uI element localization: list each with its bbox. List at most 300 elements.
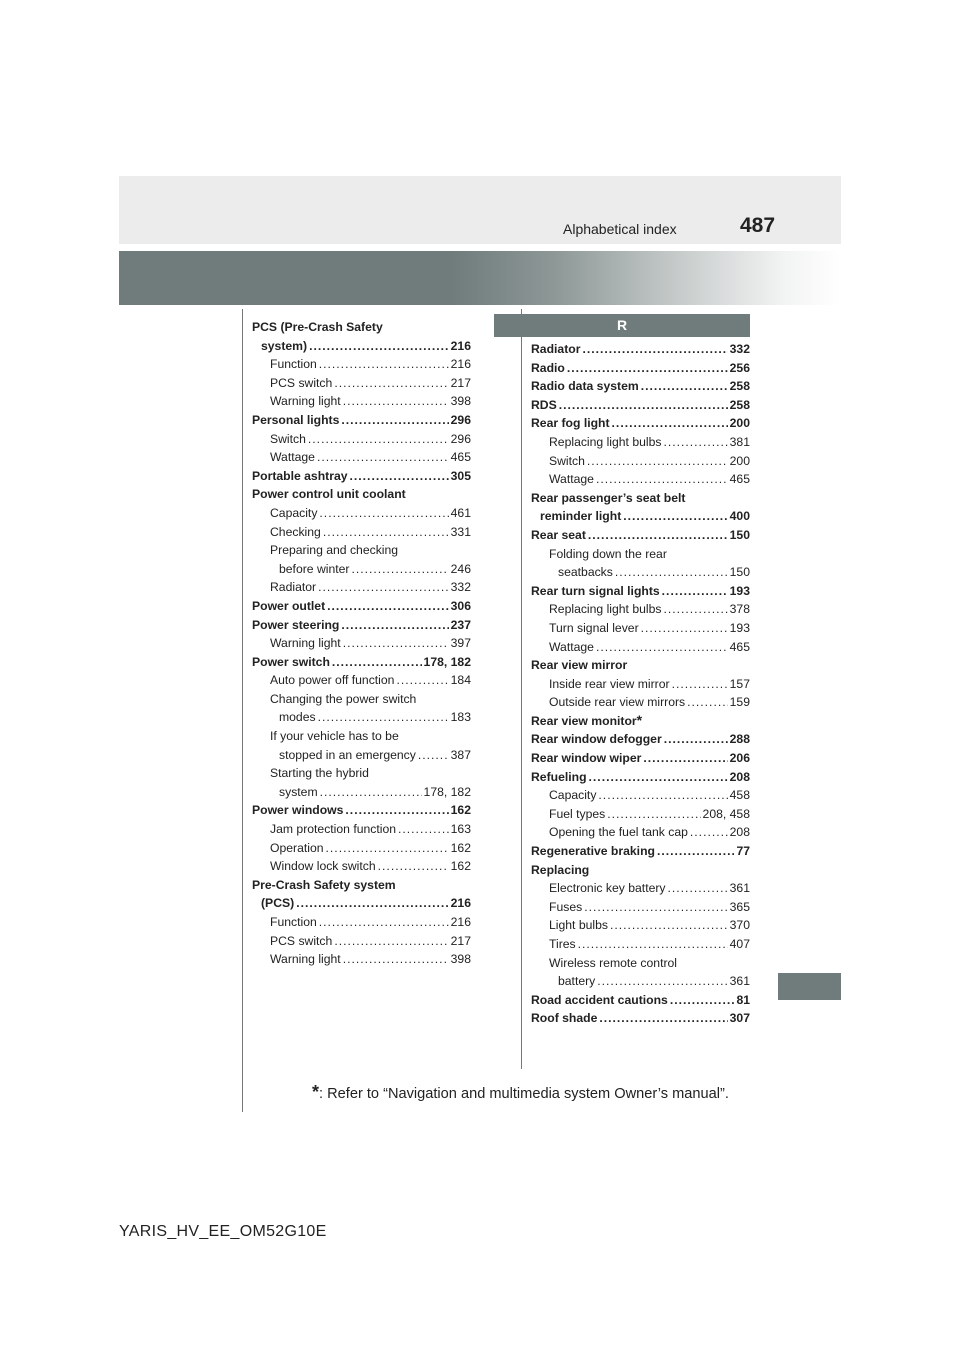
index-entry-text: Turn signal lever [549,620,639,635]
index-entry-page: 162 [450,840,471,855]
index-entry-text: Rear view mirror [531,658,628,673]
index-entry-page: 397 [450,636,471,651]
dot-leader [341,411,448,430]
index-entry [531,861,750,880]
index-entry-text: Warning light [270,636,341,651]
index-entry [252,597,471,616]
index-entry-text: If your vehicle has to be [270,729,399,744]
index-entry-line [270,541,471,560]
index-entry-text: Fuses [549,899,583,914]
index-entry-line [252,801,471,820]
index-entry-line [549,563,750,582]
index-entry-line [270,578,471,597]
index-entry-text: Starting the hybrid [270,766,369,781]
index-entry-line [549,823,750,842]
index-entry-line [252,616,471,635]
index-entry-page: 387 [450,747,471,762]
index-entry-line [270,857,471,876]
index-entry-page: 400 [729,509,750,524]
index-entry-page: 378 [729,602,750,617]
index-entry-text: Folding down the rear [549,546,667,561]
dot-leader [319,913,449,932]
index-entry-line [270,746,471,765]
index-entry-page: 361 [729,974,750,989]
index-entry [252,448,471,467]
section-letter-tab: R [494,314,750,337]
index-entry-text: Rear seat [531,527,586,542]
index-entry-line [549,898,750,917]
index-entry-line [531,749,750,768]
index-entry-line [531,359,750,378]
index-entry-line [252,876,471,895]
index-entry-text: Opening the fuel tank cap [549,825,688,840]
dot-leader [334,932,448,951]
dot-leader [672,675,728,694]
index-entry-line [270,430,471,449]
index-entry [531,898,750,917]
index-entry-page: 162 [450,859,471,874]
index-entry-page: 306 [450,598,471,613]
index-entry-line [531,730,750,749]
footnote-text: : Refer to “Navigation and multimedia system Owner’s manual”. [319,1086,729,1102]
index-entry-text: Switch [270,431,306,446]
index-entry-page: 150 [729,527,750,542]
index-entry-page: 193 [729,583,750,598]
dot-leader [351,560,448,579]
dot-leader [343,392,449,411]
dot-leader [615,563,728,582]
index-entry [531,414,750,433]
index-entry [252,764,471,801]
index-entry [252,374,471,393]
index-entry-line [549,675,750,694]
index-entry-line [270,671,471,690]
index-entry-page: 296 [450,412,471,427]
index-entry-text: Window lock switch [270,859,376,874]
index-entry [531,489,750,526]
index-entry-line [252,467,471,486]
index-column-right [531,340,750,1028]
index-entry-text: PCS switch [270,375,333,390]
index-entry-text: Refueling [531,769,587,784]
index-entry-line [549,954,750,973]
document-code: YARIS_HV_EE_OM52G10E [119,1223,327,1240]
index-entry [531,619,750,638]
index-entry-line [549,916,750,935]
dot-leader [317,448,449,467]
dot-leader [318,708,449,727]
index-column-left [252,318,471,969]
decorative-gradient-band [119,251,841,305]
index-entry-text: Rear fog light [531,416,610,431]
index-entry-line [270,355,471,374]
dot-leader [612,414,728,433]
dot-leader [687,693,728,712]
index-entry-text: Rear turn signal lights [531,583,660,598]
index-entry-line [531,656,750,675]
index-entry-text: battery [558,974,596,989]
index-entry [252,467,471,486]
index-entry-line [531,396,750,415]
index-entry-page: 183 [450,710,471,725]
dot-leader [623,507,727,526]
dot-leader [597,972,727,991]
index-entry [531,954,750,991]
dot-leader [308,430,449,449]
index-entry-page: 258 [729,379,750,394]
dot-leader [326,839,449,858]
index-entry-page: 370 [729,918,750,933]
index-entry-text: Personal lights [252,412,340,427]
dot-leader [599,1009,727,1028]
index-entry-page: 216 [450,915,471,929]
index-entry [531,470,750,489]
index-entry [531,805,750,824]
index-entry [531,340,750,359]
index-entry-line [531,991,750,1010]
index-entry-line [270,690,471,709]
index-entry [531,377,750,396]
index-entry-page: 208 [729,769,750,784]
index-entry-text: system [279,784,318,799]
index-entry-text: Pre-Crash Safety system [252,877,396,892]
index-entry-line [270,634,471,653]
index-entry [531,526,750,545]
index-entry-page: 208 [729,825,750,840]
dot-leader [319,504,448,523]
index-entry-page: 407 [729,937,750,951]
index-entry-line [252,894,471,913]
index-entry-line [252,597,471,616]
dot-leader [596,638,728,657]
dot-leader [398,820,449,839]
index-entry-page: 331 [450,524,471,539]
index-entry-text: Switch [549,453,585,468]
footnote [312,1082,729,1103]
column-divider-left [242,309,243,1112]
index-entry-page: 150 [729,565,750,580]
index-entry [531,656,750,675]
index-entry-page: 365 [729,899,750,914]
index-entry-text: system) [261,338,308,353]
dot-leader [396,671,448,690]
index-entry-text: Warning light [270,394,341,409]
dot-leader [320,783,422,802]
index-entry [531,1009,750,1028]
index-entry-line [549,879,750,898]
dot-leader [663,600,727,619]
index-entry-line [270,708,471,727]
index-entry [531,730,750,749]
index-entry-line [531,340,750,359]
index-entry-text: (PCS) [261,896,295,911]
index-entry-line [549,935,750,954]
index-entry-line [270,504,471,523]
index-entry-text: Outside rear view mirrors [549,695,686,710]
index-entry-text: Warning light [270,952,341,967]
index-entry-page: 178, 182 [423,784,471,799]
index-entry-page: 458 [729,788,750,803]
index-entry-line [531,414,750,433]
index-entry [252,913,471,932]
index-entry [531,991,750,1010]
index-entry-line [252,411,471,430]
index-entry-line [252,653,471,672]
index-entry-text: Changing the power switch [270,691,417,706]
index-entry-text: Preparing and checking [270,543,399,558]
index-entry-text: Replacing light bulbs [549,434,662,449]
index-entry-page: 465 [450,450,471,465]
column-divider-middle [521,309,522,1069]
index-entry-text: Radiator [270,580,317,595]
index-entry-text: Electronic key battery [549,881,666,896]
dot-leader [309,337,449,356]
index-entry-text: Wireless remote control [549,955,678,970]
index-entry-text: modes [279,710,316,725]
index-entry [252,485,471,504]
index-entry-text: Road accident cautions [531,992,668,1007]
index-entry-line [270,839,471,858]
index-entry-text: Operation [270,840,324,855]
index-entry [252,634,471,653]
index-entry [531,879,750,898]
index-entry [252,541,471,578]
index-entry [531,452,750,471]
footnote-asterisk: * [312,1082,320,1102]
dot-leader [663,433,727,452]
index-entry-page: 216 [450,338,471,353]
index-entry-line [531,1009,750,1028]
index-entry-text: Tires [549,937,576,951]
index-entry [252,820,471,839]
index-entry-line [549,786,750,805]
index-entry-text: PCS switch [270,933,333,948]
index-entry-line [270,783,471,802]
index-entry [252,504,471,523]
index-entry-line [270,764,471,783]
index-entry-page: 159 [729,695,750,710]
index-entry-line [270,523,471,542]
index-entry-page: 307 [729,1011,750,1026]
index-entry [252,430,471,449]
index-entry-text: Roof shade [531,1011,598,1026]
index-entry [252,523,471,542]
index-entry [252,857,471,876]
index-entry-line: Rear view monitor * [531,712,750,731]
index-entry-text: Power control unit coolant [252,487,406,502]
index-entry-page: 217 [450,375,471,390]
index-entry [252,950,471,969]
dot-leader [589,768,728,787]
index-entry-page: 258 [729,397,750,412]
page-title: Alphabetical index [563,221,677,237]
index-entry [252,727,471,764]
index-entry-page: 381 [729,434,750,449]
index-entry-line [531,526,750,545]
dot-leader [559,396,728,415]
index-entry-text: Light bulbs [549,918,608,933]
index-entry-line [549,805,750,824]
index-entry [531,712,750,731]
dot-leader [584,898,727,917]
index-entry-line [531,377,750,396]
index-entry-text: Replacing [531,862,590,877]
dot-leader [662,582,728,601]
dot-leader [318,578,449,597]
index-entry-text: Radiator [531,342,581,356]
index-entry-text: Jam protection function [270,822,397,837]
index-entry-page: 208, 458 [702,806,750,821]
page-number: 487 [740,214,776,237]
dot-leader [596,470,728,489]
index-entry-text: Fuel types [549,806,606,821]
index-entry [531,749,750,768]
index-entry-page: 81 [736,992,750,1007]
index-entry-page: 206 [729,751,750,766]
index-entry-line [531,861,750,880]
index-entry-line [549,619,750,638]
dot-leader [378,857,449,876]
index-entry-text: Function [270,357,317,372]
dot-leader [341,616,448,635]
dot-leader [327,597,449,616]
index-entry-text: Wattage [549,639,594,654]
index-entry-line [270,374,471,393]
index-entry [252,653,471,672]
index-entry [531,786,750,805]
index-entry-page: 178, 182 [423,654,471,669]
index-entry-text: Rear passenger’s seat belt [531,490,686,505]
index-entry [252,932,471,951]
index-entry-text: Capacity [549,788,597,803]
index-entry-page: 246 [450,561,471,576]
index-entry-text: Rear view monitor [531,713,637,728]
dot-leader [323,523,449,542]
index-entry-page: 77 [736,844,750,859]
index-entry-line [549,600,750,619]
index-entry-text: Radio data system [531,379,639,394]
dot-leader [587,452,728,471]
dot-leader [332,653,422,672]
dot-leader [598,786,727,805]
index-entry [252,671,471,690]
index-entry-page: 216 [450,357,471,372]
index-entry-line [270,392,471,411]
index-entry-text: Radio [531,360,565,375]
index-entry [252,355,471,374]
dot-leader [670,991,735,1010]
index-entry [252,876,471,913]
index-entry-text: stopped in an emergency [279,747,416,762]
index-entry-line [270,932,471,951]
index-entry-line [531,489,750,508]
index-entry [531,916,750,935]
index-entry [252,839,471,858]
dot-leader [664,730,728,749]
dot-leader [657,842,734,861]
index-entry-line [549,470,750,489]
index-entry-line [549,693,750,712]
index-entry-line [531,768,750,787]
index-entry-page: 332 [450,580,471,595]
index-entry-text: Power outlet [252,598,326,613]
dot-leader [641,619,728,638]
index-entry-text: seatbacks [558,565,613,580]
dot-leader [610,916,728,935]
dot-leader [607,805,700,824]
index-entry-page: 465 [729,472,750,487]
index-entry [252,578,471,597]
index-entry-line [252,337,471,356]
index-entry-text: Wattage [270,450,315,465]
index-entry-line [270,448,471,467]
index-entry-page: 465 [729,639,750,654]
dot-leader [418,746,449,765]
dot-leader [334,374,448,393]
index-entry-line [549,972,750,991]
index-entry-page: 200 [729,453,750,468]
dot-leader [345,801,448,820]
index-entry-page: 157 [729,676,750,691]
index-entry-line [270,820,471,839]
index-entry-line [531,842,750,861]
index-entry-page: 163 [450,822,471,837]
index-entry [531,582,750,601]
index-entry-line [270,913,471,932]
index-entry [531,935,750,954]
dot-leader [578,935,728,954]
index-entry-text: Auto power off function [270,673,395,688]
index-entry-text: before winter [279,561,350,576]
index-entry [531,545,750,582]
dot-leader [641,377,728,396]
dot-leader [588,526,728,545]
index-entry-text: reminder light [540,509,622,524]
dot-leader [567,359,728,378]
index-entry-line [270,950,471,969]
index-entry-page: 461 [450,505,471,520]
dot-leader [643,749,727,768]
index-entry [531,693,750,712]
index-entry-page: 162 [450,803,471,818]
index-entry-page: 217 [450,933,471,948]
index-entry-text: Regenerative braking [531,844,655,859]
index-entry [252,801,471,820]
dot-leader [343,634,449,653]
index-entry-page: 361 [729,881,750,896]
dot-leader [668,879,728,898]
index-entry-text: Inside rear view mirror [549,676,670,691]
side-thumb-tab [778,973,841,1000]
dot-leader [343,950,449,969]
index-entry-line [549,433,750,452]
index-entry [531,433,750,452]
index-entry-line [549,545,750,564]
index-entry-line [270,560,471,579]
index-entry-text: Wattage [549,472,594,487]
dot-leader [690,823,728,842]
index-entry [252,411,471,430]
dot-leader [350,467,449,486]
index-entry [531,823,750,842]
index-entry-text: Replacing light bulbs [549,602,662,617]
index-entry [531,396,750,415]
index-entry-page: 305 [450,468,471,483]
index-entry-text: PCS (Pre-Crash Safety [252,320,383,334]
index-entry-text: Capacity [270,505,318,520]
index-entry [252,690,471,727]
index-entry-text: Power switch [252,654,330,669]
